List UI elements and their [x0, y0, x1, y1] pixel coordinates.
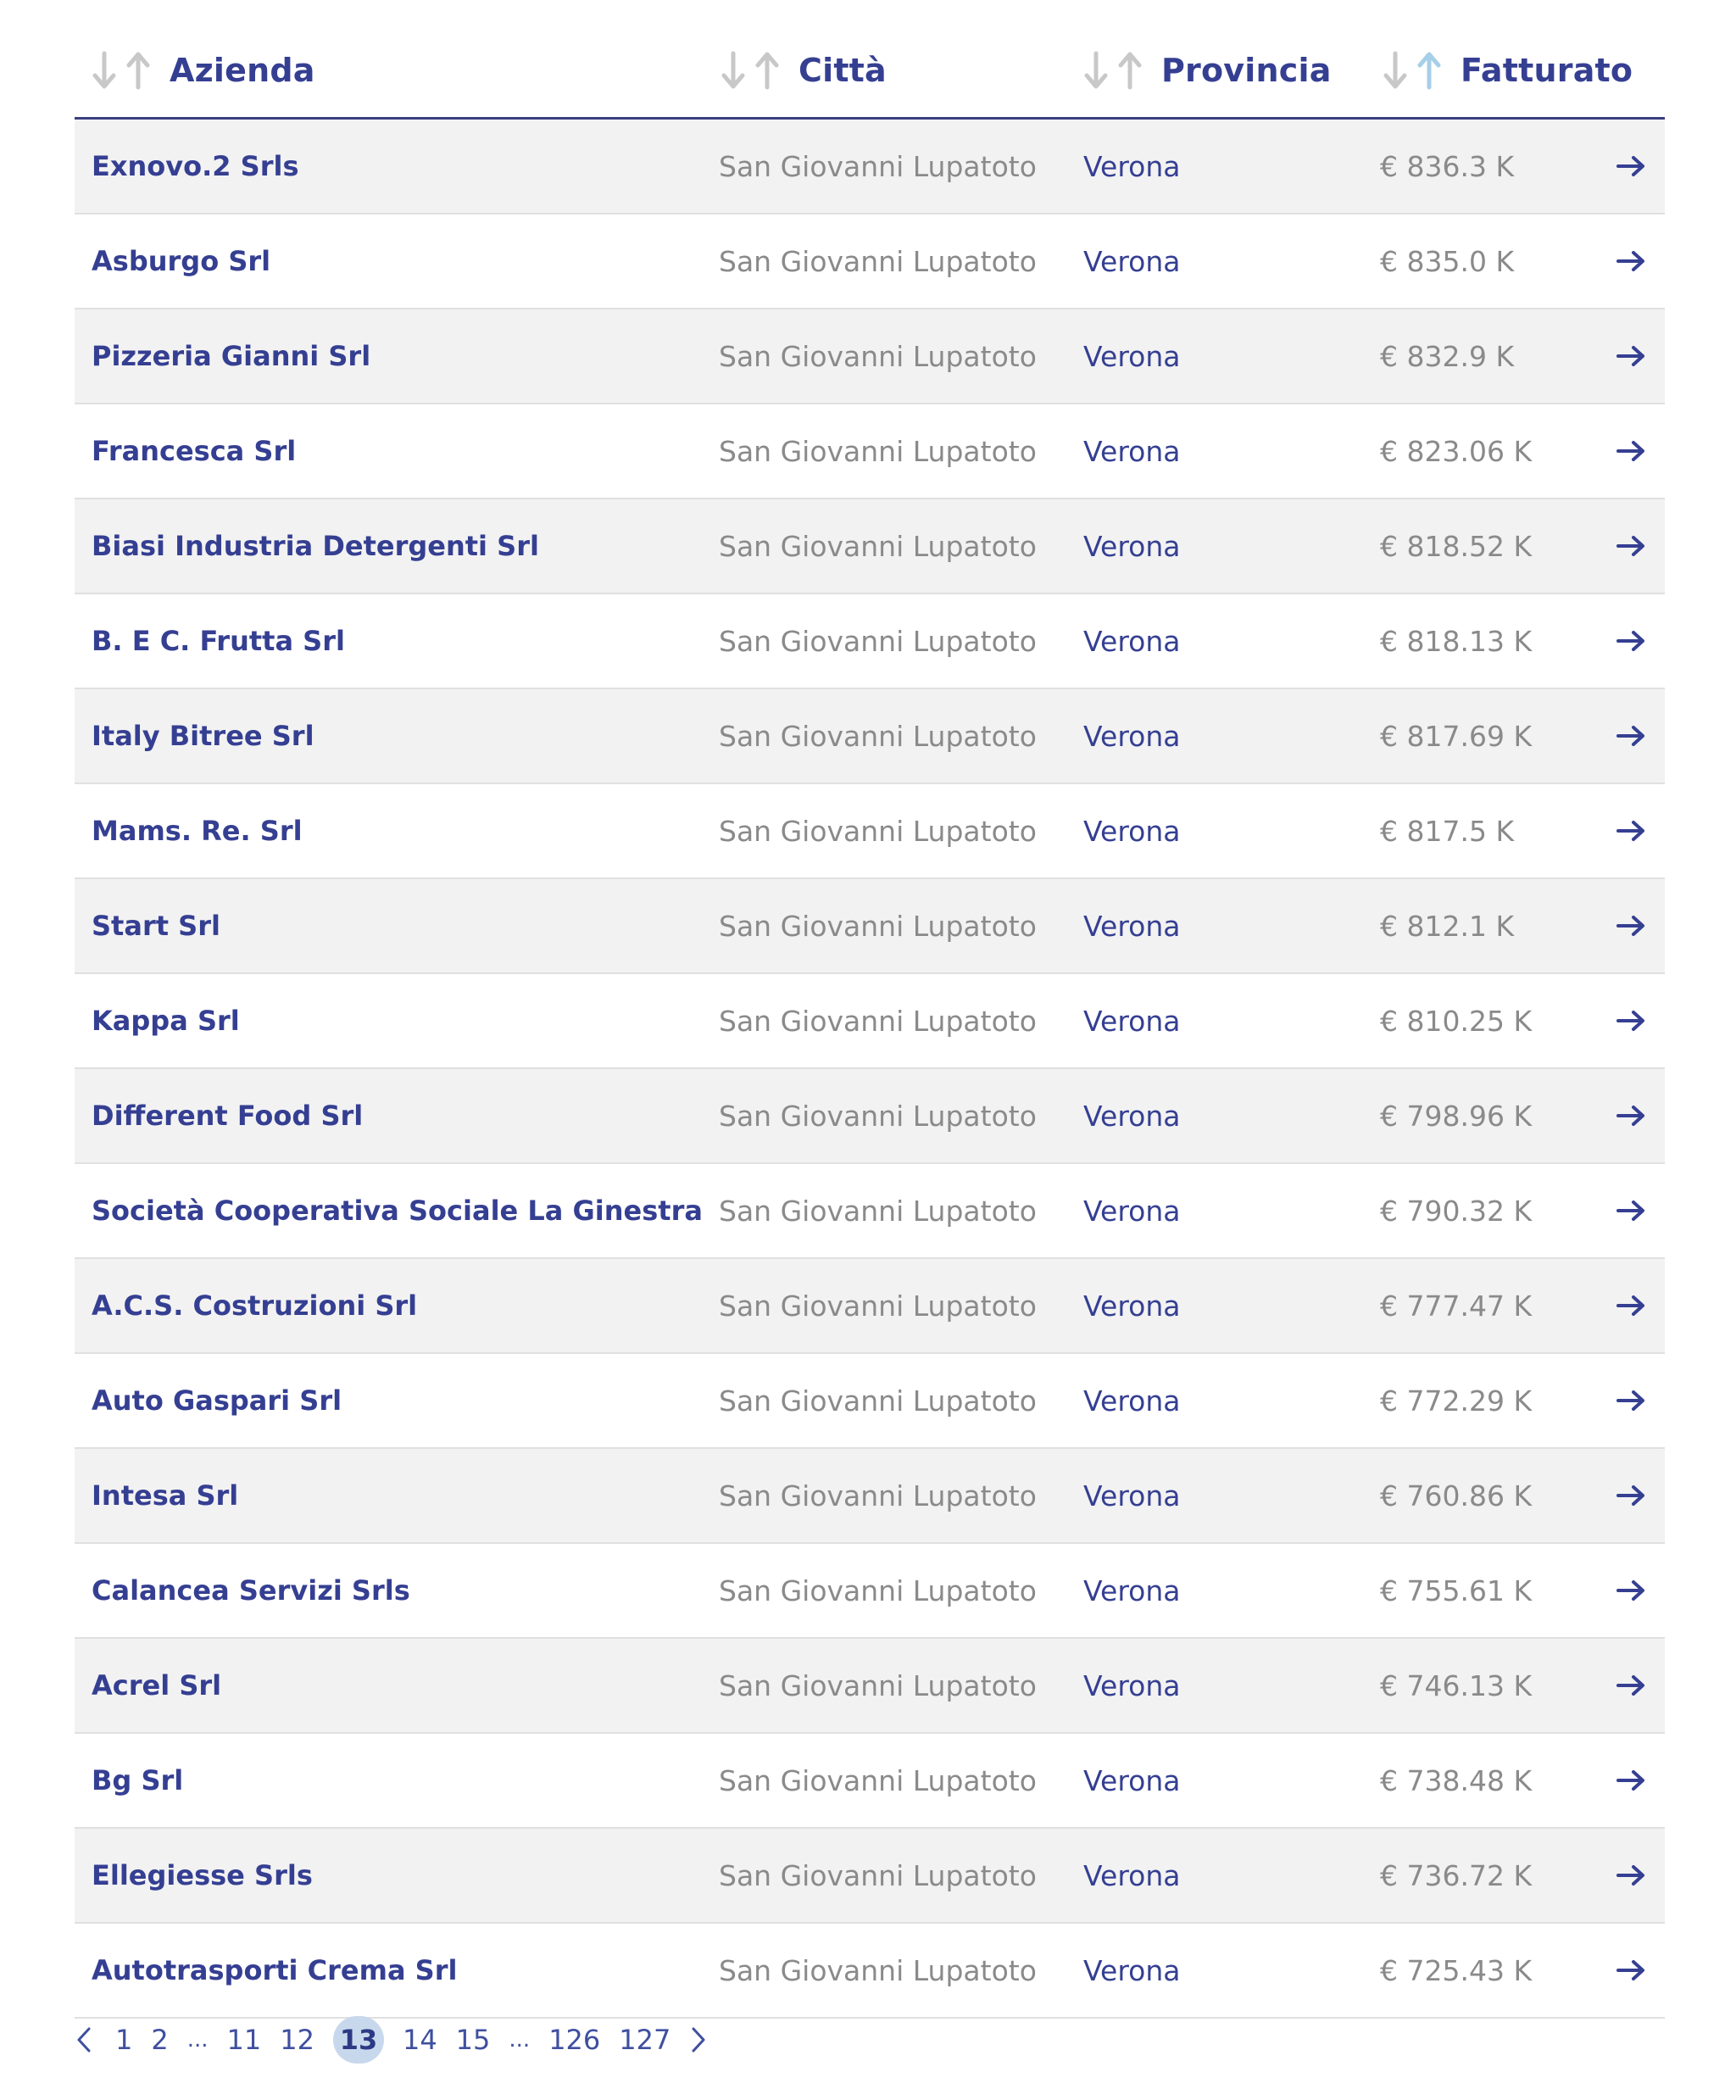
company-name-link[interactable]: Start Srl: [92, 910, 220, 942]
province-cell: Verona: [1083, 1004, 1181, 1038]
sort-control[interactable]: [1383, 50, 1442, 91]
city-cell: San Giovanni Lupatoto: [719, 1763, 1037, 1797]
arrow-down-icon[interactable]: [721, 50, 746, 91]
column-header-azienda[interactable]: [92, 49, 315, 92]
city-cell: San Giovanni Lupatoto: [719, 1479, 1037, 1512]
revenue-cell: € 777.47 K: [1380, 1289, 1533, 1323]
province-cell: Verona: [1083, 1574, 1181, 1607]
province-cell: Verona: [1083, 1479, 1181, 1512]
table-row[interactable]: [75, 499, 1665, 594]
revenue-cell: € 823.06 K: [1380, 434, 1533, 468]
province-cell: Verona: [1083, 434, 1181, 468]
page-link[interactable]: 1: [115, 2024, 133, 2056]
province-cell: Verona: [1083, 529, 1181, 563]
arrow-up-icon-active[interactable]: [1416, 50, 1442, 91]
column-label: Azienda: [170, 52, 315, 89]
column-header-provincia[interactable]: [1083, 49, 1332, 92]
arrow-down-icon[interactable]: [1083, 50, 1109, 91]
company-name-link[interactable]: Biasi Industria Detergenti Srl: [92, 530, 539, 562]
pagination-ellipsis: ...: [186, 2027, 209, 2053]
company-name-link[interactable]: Ellegiesse Srls: [92, 1859, 313, 1891]
revenue-cell: € 738.48 K: [1380, 1763, 1533, 1797]
revenue-cell: € 836.3 K: [1380, 149, 1515, 183]
table-row[interactable]: [75, 1829, 1665, 1924]
company-name-link[interactable]: Mams. Re. Srl: [92, 815, 303, 847]
company-name-link[interactable]: Exnovo.2 Srls: [92, 150, 299, 182]
revenue-cell: € 746.13 K: [1380, 1668, 1533, 1702]
province-cell: Verona: [1083, 149, 1181, 183]
arrow-right-icon: [1616, 1008, 1646, 1033]
page-link[interactable]: 12: [280, 2024, 314, 2056]
revenue-cell: € 755.61 K: [1380, 1574, 1533, 1607]
pagination-ellipsis: ...: [509, 2027, 531, 2053]
row-open-button[interactable]: [1616, 499, 1646, 593]
arrow-up-icon[interactable]: [1117, 50, 1143, 91]
table-row[interactable]: [75, 1924, 1665, 2019]
row-open-button[interactable]: [1616, 1639, 1646, 1732]
table-row[interactable]: [75, 404, 1665, 499]
sort-control[interactable]: [721, 50, 780, 91]
company-name-link[interactable]: B. E C. Frutta Srl: [92, 625, 345, 657]
table-body: [75, 120, 1665, 2019]
row-open-button[interactable]: [1616, 1164, 1646, 1257]
province-cell: Verona: [1083, 1668, 1181, 1702]
revenue-cell: € 817.69 K: [1380, 719, 1533, 753]
companies-table: [75, 0, 1665, 2019]
city-cell: San Giovanni Lupatoto: [719, 1574, 1037, 1607]
city-cell: San Giovanni Lupatoto: [719, 1668, 1037, 1702]
arrow-down-icon[interactable]: [92, 50, 117, 91]
row-open-button[interactable]: [1616, 974, 1646, 1067]
page-links: [115, 2016, 689, 2064]
column-label: Fatturato: [1461, 52, 1633, 89]
row-open-button[interactable]: [1616, 1354, 1646, 1447]
company-name-link[interactable]: Different Food Srl: [92, 1100, 364, 1132]
arrow-right-icon: [1616, 1958, 1646, 1983]
page-link[interactable]: 127: [619, 2024, 671, 2056]
page-link[interactable]: 126: [548, 2024, 601, 2056]
city-cell: San Giovanni Lupatoto: [719, 624, 1037, 658]
page-link-current[interactable]: 13: [333, 2016, 384, 2064]
revenue-cell: € 725.43 K: [1380, 1953, 1533, 1987]
province-cell: Verona: [1083, 244, 1181, 278]
table-header: [75, 0, 1665, 120]
company-name-link[interactable]: Autotrasporti Crema Srl: [92, 1954, 458, 1986]
city-cell: San Giovanni Lupatoto: [719, 339, 1037, 373]
revenue-cell: € 818.13 K: [1380, 624, 1533, 658]
arrow-right-icon: [1616, 1198, 1646, 1223]
row-open-button[interactable]: [1616, 404, 1646, 498]
arrow-up-icon[interactable]: [125, 50, 151, 91]
arrow-up-icon[interactable]: [754, 50, 780, 91]
column-label: Città: [798, 52, 887, 89]
row-open-button[interactable]: [1616, 879, 1646, 972]
chevron-left-icon: [75, 2026, 93, 2053]
table-row[interactable]: [75, 1069, 1665, 1164]
company-name-link[interactable]: Asburgo Srl: [92, 245, 271, 277]
city-cell: San Giovanni Lupatoto: [719, 1004, 1037, 1038]
company-name-link[interactable]: Francesca Srl: [92, 435, 297, 467]
city-cell: San Giovanni Lupatoto: [719, 1194, 1037, 1228]
column-label: Provincia: [1161, 52, 1332, 89]
revenue-cell: € 835.0 K: [1380, 244, 1515, 278]
row-open-button[interactable]: [1616, 1544, 1646, 1637]
arrow-right-icon: [1616, 723, 1646, 749]
table-row[interactable]: [75, 594, 1665, 689]
revenue-cell: € 736.72 K: [1380, 1858, 1533, 1892]
city-cell: San Giovanni Lupatoto: [719, 909, 1037, 943]
sort-control[interactable]: [92, 50, 151, 91]
revenue-cell: € 817.5 K: [1380, 814, 1515, 848]
arrow-right-icon: [1616, 1768, 1646, 1793]
city-cell: San Giovanni Lupatoto: [719, 529, 1037, 563]
company-name-link[interactable]: Società Cooperativa Sociale La Ginestra: [92, 1195, 703, 1227]
table-row[interactable]: [75, 1449, 1665, 1544]
arrow-right-icon: [1616, 1293, 1646, 1318]
city-cell: San Giovanni Lupatoto: [719, 1384, 1037, 1418]
company-name-link[interactable]: Calancea Servizi Srls: [92, 1574, 410, 1607]
row-open-button[interactable]: [1616, 1449, 1646, 1542]
arrow-right-icon: [1616, 248, 1646, 274]
next-page-button[interactable]: [689, 2016, 708, 2064]
page-link[interactable]: 2: [151, 2024, 169, 2056]
row-open-button[interactable]: [1616, 689, 1646, 783]
table-row[interactable]: [75, 689, 1665, 784]
city-cell: San Giovanni Lupatoto: [719, 1099, 1037, 1133]
page-link[interactable]: 15: [455, 2024, 491, 2056]
arrow-right-icon: [1616, 1483, 1646, 1508]
page-link[interactable]: 14: [402, 2024, 437, 2056]
table-row[interactable]: [75, 1639, 1665, 1734]
table-row[interactable]: [75, 879, 1665, 974]
row-open-button[interactable]: [1616, 1924, 1646, 2017]
province-cell: Verona: [1083, 1384, 1181, 1418]
row-open-button[interactable]: [1616, 1259, 1646, 1352]
arrow-right-icon: [1616, 1103, 1646, 1128]
city-cell: San Giovanni Lupatoto: [719, 1858, 1037, 1892]
chevron-right-icon: [689, 2026, 708, 2053]
table-row[interactable]: [75, 309, 1665, 404]
table-row[interactable]: [75, 974, 1665, 1069]
province-cell: Verona: [1083, 339, 1181, 373]
table-row[interactable]: [75, 1259, 1665, 1354]
revenue-cell: € 818.52 K: [1380, 529, 1533, 563]
province-cell: Verona: [1083, 1289, 1181, 1323]
table-row[interactable]: [75, 1734, 1665, 1829]
arrow-right-icon: [1616, 1863, 1646, 1888]
company-name-link[interactable]: Bg Srl: [92, 1764, 184, 1796]
company-name-link[interactable]: Pizzeria Gianni Srl: [92, 340, 371, 372]
province-cell: Verona: [1083, 1194, 1181, 1228]
city-cell: San Giovanni Lupatoto: [719, 1953, 1037, 1987]
table-row[interactable]: [75, 784, 1665, 879]
revenue-cell: € 832.9 K: [1380, 339, 1515, 373]
arrow-right-icon: [1616, 1673, 1646, 1698]
pagination: [75, 2016, 730, 2064]
arrow-right-icon: [1616, 1388, 1646, 1413]
arrow-right-icon: [1616, 628, 1646, 654]
prev-page-button[interactable]: [75, 2016, 93, 2064]
sort-control[interactable]: [1083, 50, 1143, 91]
arrow-right-icon: [1616, 438, 1646, 464]
company-name-link[interactable]: Acrel Srl: [92, 1669, 222, 1702]
province-cell: Verona: [1083, 814, 1181, 848]
arrow-down-icon[interactable]: [1383, 50, 1408, 91]
page-link[interactable]: 11: [226, 2024, 262, 2056]
company-name-link[interactable]: Kappa Srl: [92, 1005, 240, 1037]
row-open-button[interactable]: [1616, 1829, 1646, 1922]
table-row[interactable]: [75, 1544, 1665, 1639]
row-open-button[interactable]: [1616, 309, 1646, 403]
table-row[interactable]: [75, 120, 1665, 214]
province-cell: Verona: [1083, 1953, 1181, 1987]
column-header-citta[interactable]: [721, 49, 887, 92]
table-row[interactable]: [75, 214, 1665, 309]
city-cell: San Giovanni Lupatoto: [719, 1289, 1037, 1323]
revenue-cell: € 810.25 K: [1380, 1004, 1533, 1038]
province-cell: Verona: [1083, 719, 1181, 753]
province-cell: Verona: [1083, 1099, 1181, 1133]
row-open-button[interactable]: [1616, 120, 1646, 213]
city-cell: San Giovanni Lupatoto: [719, 719, 1037, 753]
revenue-cell: € 790.32 K: [1380, 1194, 1533, 1228]
province-cell: Verona: [1083, 909, 1181, 943]
table-row[interactable]: [75, 1164, 1665, 1259]
revenue-cell: € 812.1 K: [1380, 909, 1515, 943]
province-cell: Verona: [1083, 624, 1181, 658]
table-row[interactable]: [75, 1354, 1665, 1449]
company-name-link[interactable]: Auto Gaspari Srl: [92, 1384, 342, 1417]
city-cell: San Giovanni Lupatoto: [719, 434, 1037, 468]
column-header-fatturato[interactable]: [1383, 49, 1633, 92]
row-open-button[interactable]: [1616, 214, 1646, 308]
arrow-right-icon: [1616, 533, 1646, 559]
company-name-link[interactable]: Italy Bitree Srl: [92, 720, 314, 752]
province-cell: Verona: [1083, 1763, 1181, 1797]
revenue-cell: € 798.96 K: [1380, 1099, 1533, 1133]
arrow-right-icon: [1616, 913, 1646, 939]
row-open-button[interactable]: [1616, 1069, 1646, 1162]
city-cell: San Giovanni Lupatoto: [719, 244, 1037, 278]
row-open-button[interactable]: [1616, 594, 1646, 688]
revenue-cell: € 760.86 K: [1380, 1479, 1533, 1512]
row-open-button[interactable]: [1616, 784, 1646, 877]
revenue-cell: € 772.29 K: [1380, 1384, 1533, 1418]
city-cell: San Giovanni Lupatoto: [719, 814, 1037, 848]
arrow-right-icon: [1616, 818, 1646, 844]
company-name-link[interactable]: Intesa Srl: [92, 1479, 239, 1512]
arrow-right-icon: [1616, 153, 1646, 179]
company-name-link[interactable]: A.C.S. Costruzioni Srl: [92, 1290, 418, 1322]
arrow-right-icon: [1616, 343, 1646, 369]
city-cell: San Giovanni Lupatoto: [719, 149, 1037, 183]
arrow-right-icon: [1616, 1578, 1646, 1603]
row-open-button[interactable]: [1616, 1734, 1646, 1827]
province-cell: Verona: [1083, 1858, 1181, 1892]
